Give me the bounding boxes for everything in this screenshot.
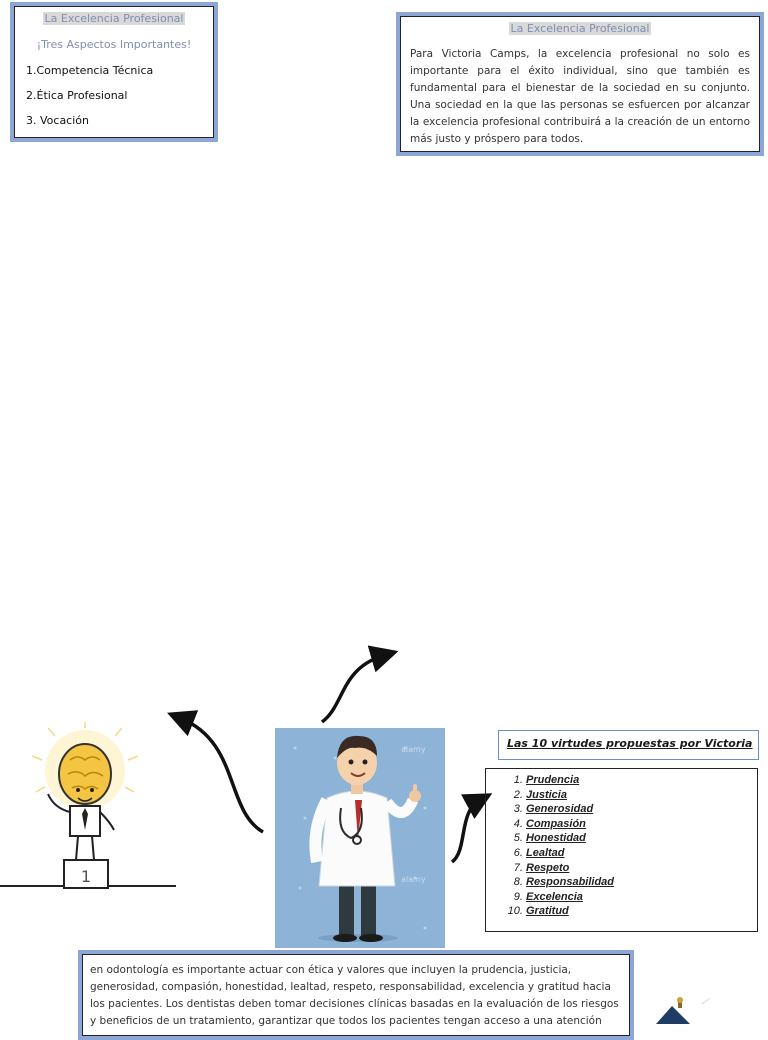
virtue-item <box>526 817 757 832</box>
aspects-box-subtitle: ¡Tres Aspectos Importantes! <box>36 38 192 51</box>
aspects-box <box>10 2 218 142</box>
virtue-item <box>526 831 757 846</box>
virtue-label: Gratitud <box>526 905 569 918</box>
virtue-label: Honestidad <box>526 832 586 845</box>
virtue-item <box>526 904 757 919</box>
virtue-label: Respeto <box>526 861 570 874</box>
virtues-list <box>486 769 757 919</box>
camps-box-text: Para Victoria Camps, la excelencia profesional no solo es importante para el éxito individual, sino que también es fundamental para el bienestar de la sociedad en su conjunto. Una sociedad en la que las personas se esfuercen por alcanzar la excelencia profesional contribuirá a la creación de un entorno más justo y próspero para todos. <box>410 48 750 145</box>
virtue-item <box>526 846 757 861</box>
tooth-icon <box>640 996 720 1024</box>
camps-box <box>396 12 764 156</box>
virtue-item <box>526 875 757 890</box>
aspects-box-title-row <box>14 12 214 25</box>
watermark: alamy <box>401 875 426 884</box>
arrow-icon <box>452 800 480 862</box>
brain-winner-icon <box>0 722 178 912</box>
virtue-label: Compasión <box>526 817 586 830</box>
virtue-item <box>526 802 757 817</box>
virtue-item <box>526 773 757 788</box>
virtue-label: Justicia <box>526 788 567 801</box>
aspect-item: 1.Competencia Técnica <box>26 64 154 77</box>
virtue-label: Generosidad <box>526 803 594 816</box>
virtues-title: Las 10 virtudes propuestas por Victoria <box>507 737 753 750</box>
aspect-item: 3. Vocación <box>26 114 89 127</box>
virtue-item <box>526 861 757 876</box>
virtue-label: Responsabilidad <box>526 876 615 889</box>
arrow-icon <box>180 718 263 832</box>
virtue-item <box>526 788 757 803</box>
podium-number: 1 <box>80 867 92 886</box>
virtues-list-box <box>485 768 758 932</box>
doctor-icon <box>275 728 445 948</box>
camps-box-title-row <box>400 22 760 35</box>
aspect-item: 2.Ética Profesional <box>26 89 128 102</box>
virtue-label: Excelencia <box>526 890 583 903</box>
aspects-box-title: La Excelencia Profesional <box>44 12 184 25</box>
virtue-label: Prudencia <box>526 774 580 786</box>
odontology-box <box>78 950 634 1040</box>
virtue-label: Lealtad <box>526 846 565 859</box>
odontology-text: en odontología es importante actuar con ética y valores que incluyen la prudencia, justicia, generosidad, compasión, honestidad, lealtad, respeto, responsabilidad, excelencia y gratitud hacia los pacientes. Los dentistas deben tomar decisiones clínicas basadas en la evaluación de los riesgos y beneficios de un tratamiento, garantizar que todos los pacientes tengan acceso a una atención <box>90 964 619 1027</box>
virtues-title-box <box>498 730 759 760</box>
camps-box-title: La Excelencia Profesional <box>510 22 650 35</box>
watermark: alamy <box>401 745 426 754</box>
virtue-item <box>526 890 757 905</box>
arrow-icon <box>322 655 385 722</box>
